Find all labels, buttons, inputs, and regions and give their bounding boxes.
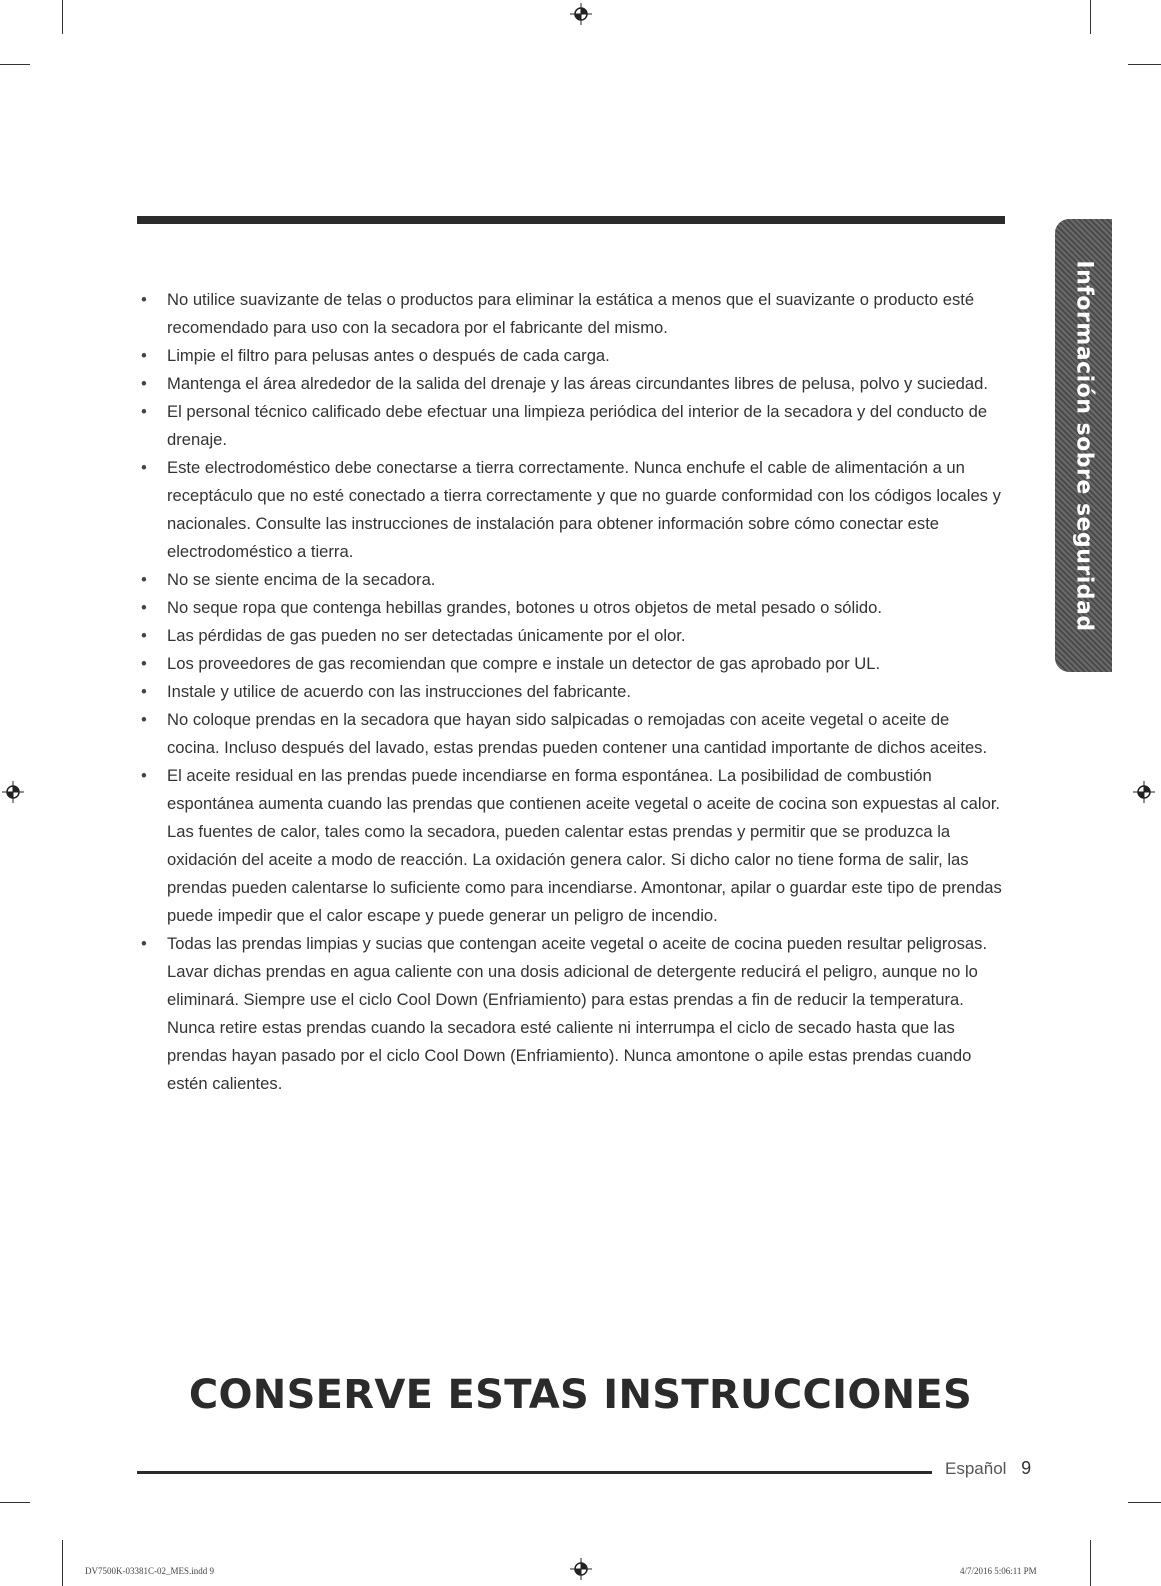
- crop-mark: [1090, 1540, 1091, 1586]
- bullet-item: • No utilice suavizante de telas o productos para eliminar la estática a menos que el suavizante o producto esté recomendado para uso con la secadora por el fabricante del mismo.: [137, 286, 1005, 342]
- safety-bullet-list: [137, 286, 1005, 958]
- page-number: 9: [1021, 1458, 1032, 1478]
- footer: [945, 1458, 1031, 1479]
- bullet-item: • Este electrodoméstico debe conectarse a tierra correctamente. Nunca enchufe el cable de alimentación a un receptáculo que no esté conectado a tierra correctamente y que no guarde conformidad con los códigos locales y nacionales. Consulte las instrucciones de instalación para obtener información sobre cómo conectar este electrodoméstico a tierra.: [137, 454, 1005, 566]
- header-rule: [137, 216, 1005, 224]
- bullet-item: • No coloque prendas en la secadora que hayan sido salpicadas o remojadas con aceite vegetal o aceite de cocina. Incluso después del lavado, estas prendas pueden contener una cantidad importante de dichos aceites.: [137, 706, 1005, 762]
- footer-language: Español: [945, 1459, 1007, 1478]
- footer-rule: [137, 1471, 932, 1474]
- crop-mark: [1128, 1502, 1161, 1503]
- crop-mark: [1090, 0, 1091, 34]
- bullet-item: • Mantenga el área alrededor de la salida del drenaje y las áreas circundantes libres de pelusa, polvo y suciedad.: [137, 370, 1005, 398]
- side-tab-label: Información sobre seguridad: [1071, 259, 1096, 632]
- bullet-item: • No seque ropa que contenga hebillas grandes, botones u otros objetos de metal pesado o sólido.: [137, 594, 1005, 622]
- crop-mark: [0, 1502, 30, 1503]
- registration-mark-icon: [2, 781, 24, 803]
- registration-mark-icon: [1133, 781, 1155, 803]
- bullet-item: • El personal técnico calificado debe efectuar una limpieza periódica del interior de la secadora y del conducto de drenaje.: [137, 398, 1005, 454]
- bullet-item: • Instale y utilice de acuerdo con las instrucciones del fabricante.: [137, 678, 1005, 706]
- bullet-item: • Limpie el filtro para pelusas antes o después de cada carga.: [137, 342, 1005, 370]
- crop-mark: [62, 0, 63, 34]
- continuation-paragraph: Lavar dichas prendas en agua caliente con una dosis adicional de detergente reducirá el peligro, aunque no lo eliminará. Siempre use el ciclo Cool Down (Enfriamiento) para estas prendas a fin de reducir la temperatura. Nunca retire estas prendas cuando la secadora esté caliente ni interrumpa el ciclo de secado hasta que las prendas hayan pasado por el ciclo Cool Down (Enfriamiento). Nunca amontone o apile estas prendas cuando estén calientes.: [167, 962, 978, 1093]
- crop-mark: [62, 1540, 63, 1586]
- page-title: CONSERVE ESTAS INSTRUCCIONES: [188, 1372, 973, 1418]
- safety-content: [137, 286, 1005, 1098]
- bullet-item: • El aceite residual en las prendas puede incendiarse en forma espontánea. La posibilidad de combustión espontánea aumenta cuando las prendas que contienen aceite vegetal o aceite de cocina son expuestas al calor. Las fuentes de calor, tales como la secadora, pueden calentar estas prendas y permitir que se produzca la oxidación del aceite a modo de reacción. La oxidación genera calor. Si dicho calor no tiene forma de salir, las prendas pueden calentarse lo suficiente como para incendiarse. Amontonar, apilar o guardar este tipo de prendas puede impedir que el calor escape y puede generar un peligro de incendio.: [137, 762, 1005, 930]
- bullet-item: • Las pérdidas de gas pueden no ser detectadas únicamente por el olor.: [137, 622, 1005, 650]
- bullet-item: • No se siente encima de la secadora.: [137, 566, 1005, 594]
- bullet-item: • Los proveedores de gas recomiendan que compre e instale un detector de gas aprobado por UL.: [137, 650, 1005, 678]
- section-side-tab: [1055, 219, 1112, 672]
- slug-timestamp: 4/7/2016 5:06:11 PM: [960, 1566, 1037, 1576]
- registration-mark-icon: [570, 3, 592, 25]
- bullet-item: • Todas las prendas limpias y sucias que contengan aceite vegetal o aceite de cocina pueden resultar peligrosas.: [137, 930, 1005, 958]
- registration-mark-icon: [570, 1558, 592, 1580]
- crop-mark: [0, 64, 30, 65]
- slug-filename: DV7500K-03381C-02_MES.indd 9: [85, 1566, 215, 1576]
- crop-mark: [1128, 64, 1161, 65]
